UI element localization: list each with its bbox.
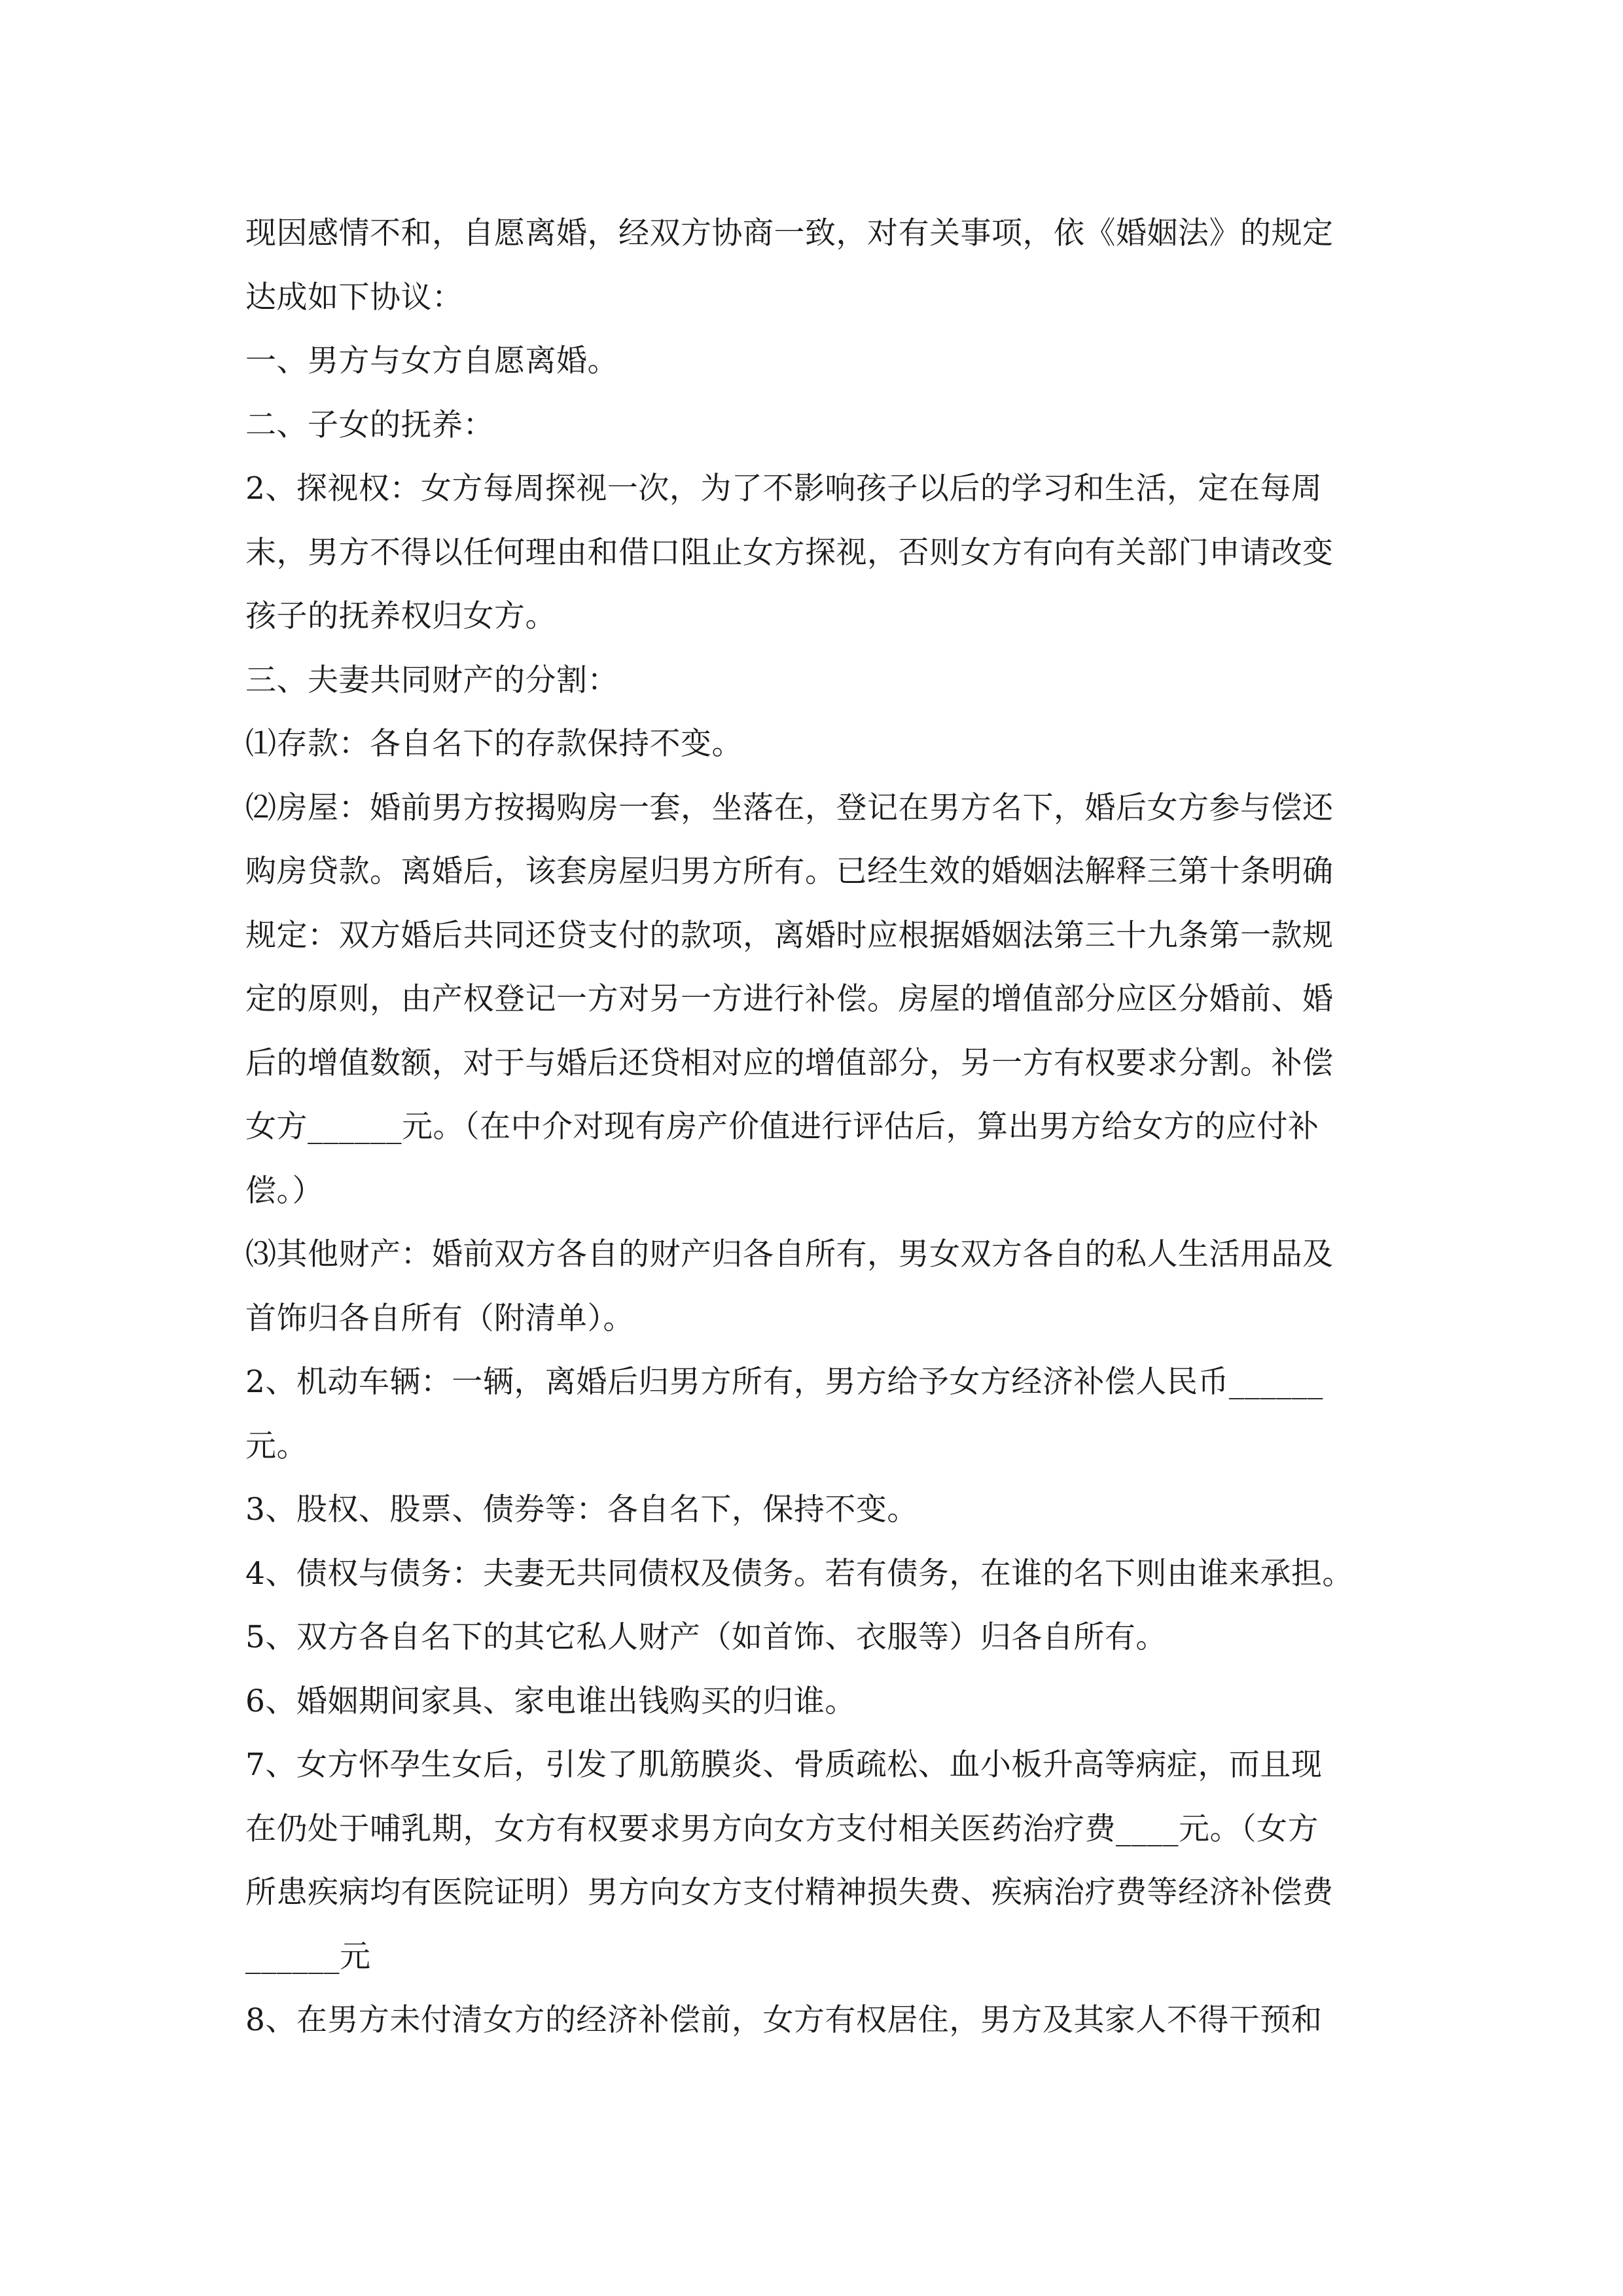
text-line: 达成如下协议： xyxy=(245,279,463,315)
text-line: 末，男方不得以任何理由和借口阻止女方探视，否则女方有向有关部门申请改变 xyxy=(245,534,1334,571)
text-line: 8、在男方未付清女方的经济补偿前，女方有权居住，男方及其家人不得干预和 xyxy=(245,2002,1323,2038)
text-line: 女方______元。（在中介对现有房产价值进行评估后，算出男方给女方的应付补 xyxy=(245,1109,1319,1145)
text-line: ⑵房屋：婚前男方按揭购房一套，坐落在，登记在男方名下，婚后女方参与偿还 xyxy=(245,789,1334,826)
text-line: 孩子的抚养权归女方。 xyxy=(245,598,556,634)
text-line: 二、子女的抚养： xyxy=(245,406,494,443)
text-line: 一、男方与女方自愿离婚。 xyxy=(245,343,618,379)
text-line: 所患疾病均有医院证明）男方向女方支付精神损失费、疾病治疗费等经济补偿费 xyxy=(245,1874,1334,1910)
document-body xyxy=(245,202,1397,2053)
text-line: 后的增值数额，对于与婚后还贷相对应的增值部分，另一方有权要求分割。补偿 xyxy=(245,1045,1334,1081)
text-line: 偿。） xyxy=(245,1172,323,1209)
text-line: 7、女方怀孕生女后，引发了肌筋膜炎、骨质疏松、血小板升高等病症，而且现 xyxy=(245,1747,1323,1783)
text-line: 2、探视权：女方每周探视一次，为了不影响孩子以后的学习和生活，定在每周 xyxy=(245,471,1323,507)
text-line: 4、债权与债务：夫妻无共同债权及债务。若有债务，在谁的名下则由谁来承担。 xyxy=(245,1555,1353,1592)
text-line: 6、婚姻期间家具、家电谁出钱购买的归谁。 xyxy=(245,1683,856,1719)
text-line: 定的原则，由产权登记一方对另一方进行补偿。房屋的增值部分应区分婚前、婚 xyxy=(245,981,1334,1017)
text-line: ⑴存款：各自名下的存款保持不变。 xyxy=(245,726,743,762)
text-line: 购房贷款。离婚后，该套房屋归男方所有。已经生效的婚姻法解释三第十条明确 xyxy=(245,853,1334,889)
text-line: 现因感情不和，自愿离婚，经双方协商一致，对有关事项，依《婚姻法》的规定 xyxy=(245,215,1334,251)
text-line: 规定：双方婚后共同还贷支付的款项，离婚时应根据婚姻法第三十九条第一款规 xyxy=(245,917,1334,954)
text-line: ⑶其他财产：婚前双方各自的财产归各自所有，男女双方各自的私人生活用品及 xyxy=(245,1236,1334,1272)
text-line: ______元 xyxy=(245,1938,371,1975)
text-line: 2、机动车辆：一辆，离婚后归男方所有，男方给予女方经济补偿人民币______ xyxy=(245,1364,1323,1400)
text-line: 元。 xyxy=(245,1427,308,1464)
text-line: 在仍处于哺乳期，女方有权要求男方向女方支付相关医药治疗费____元。（女方 xyxy=(245,1810,1319,1847)
text-line: 3、股权、股票、债券等：各自名下，保持不变。 xyxy=(245,1492,918,1528)
text-line: 首饰归各自所有（附清单）。 xyxy=(245,1300,634,1336)
text-line: 三、夫妻共同财产的分割： xyxy=(245,662,618,698)
text-line: 5、双方各自名下的其它私人财产（如首饰、衣服等）归各自所有。 xyxy=(245,1619,1167,1655)
